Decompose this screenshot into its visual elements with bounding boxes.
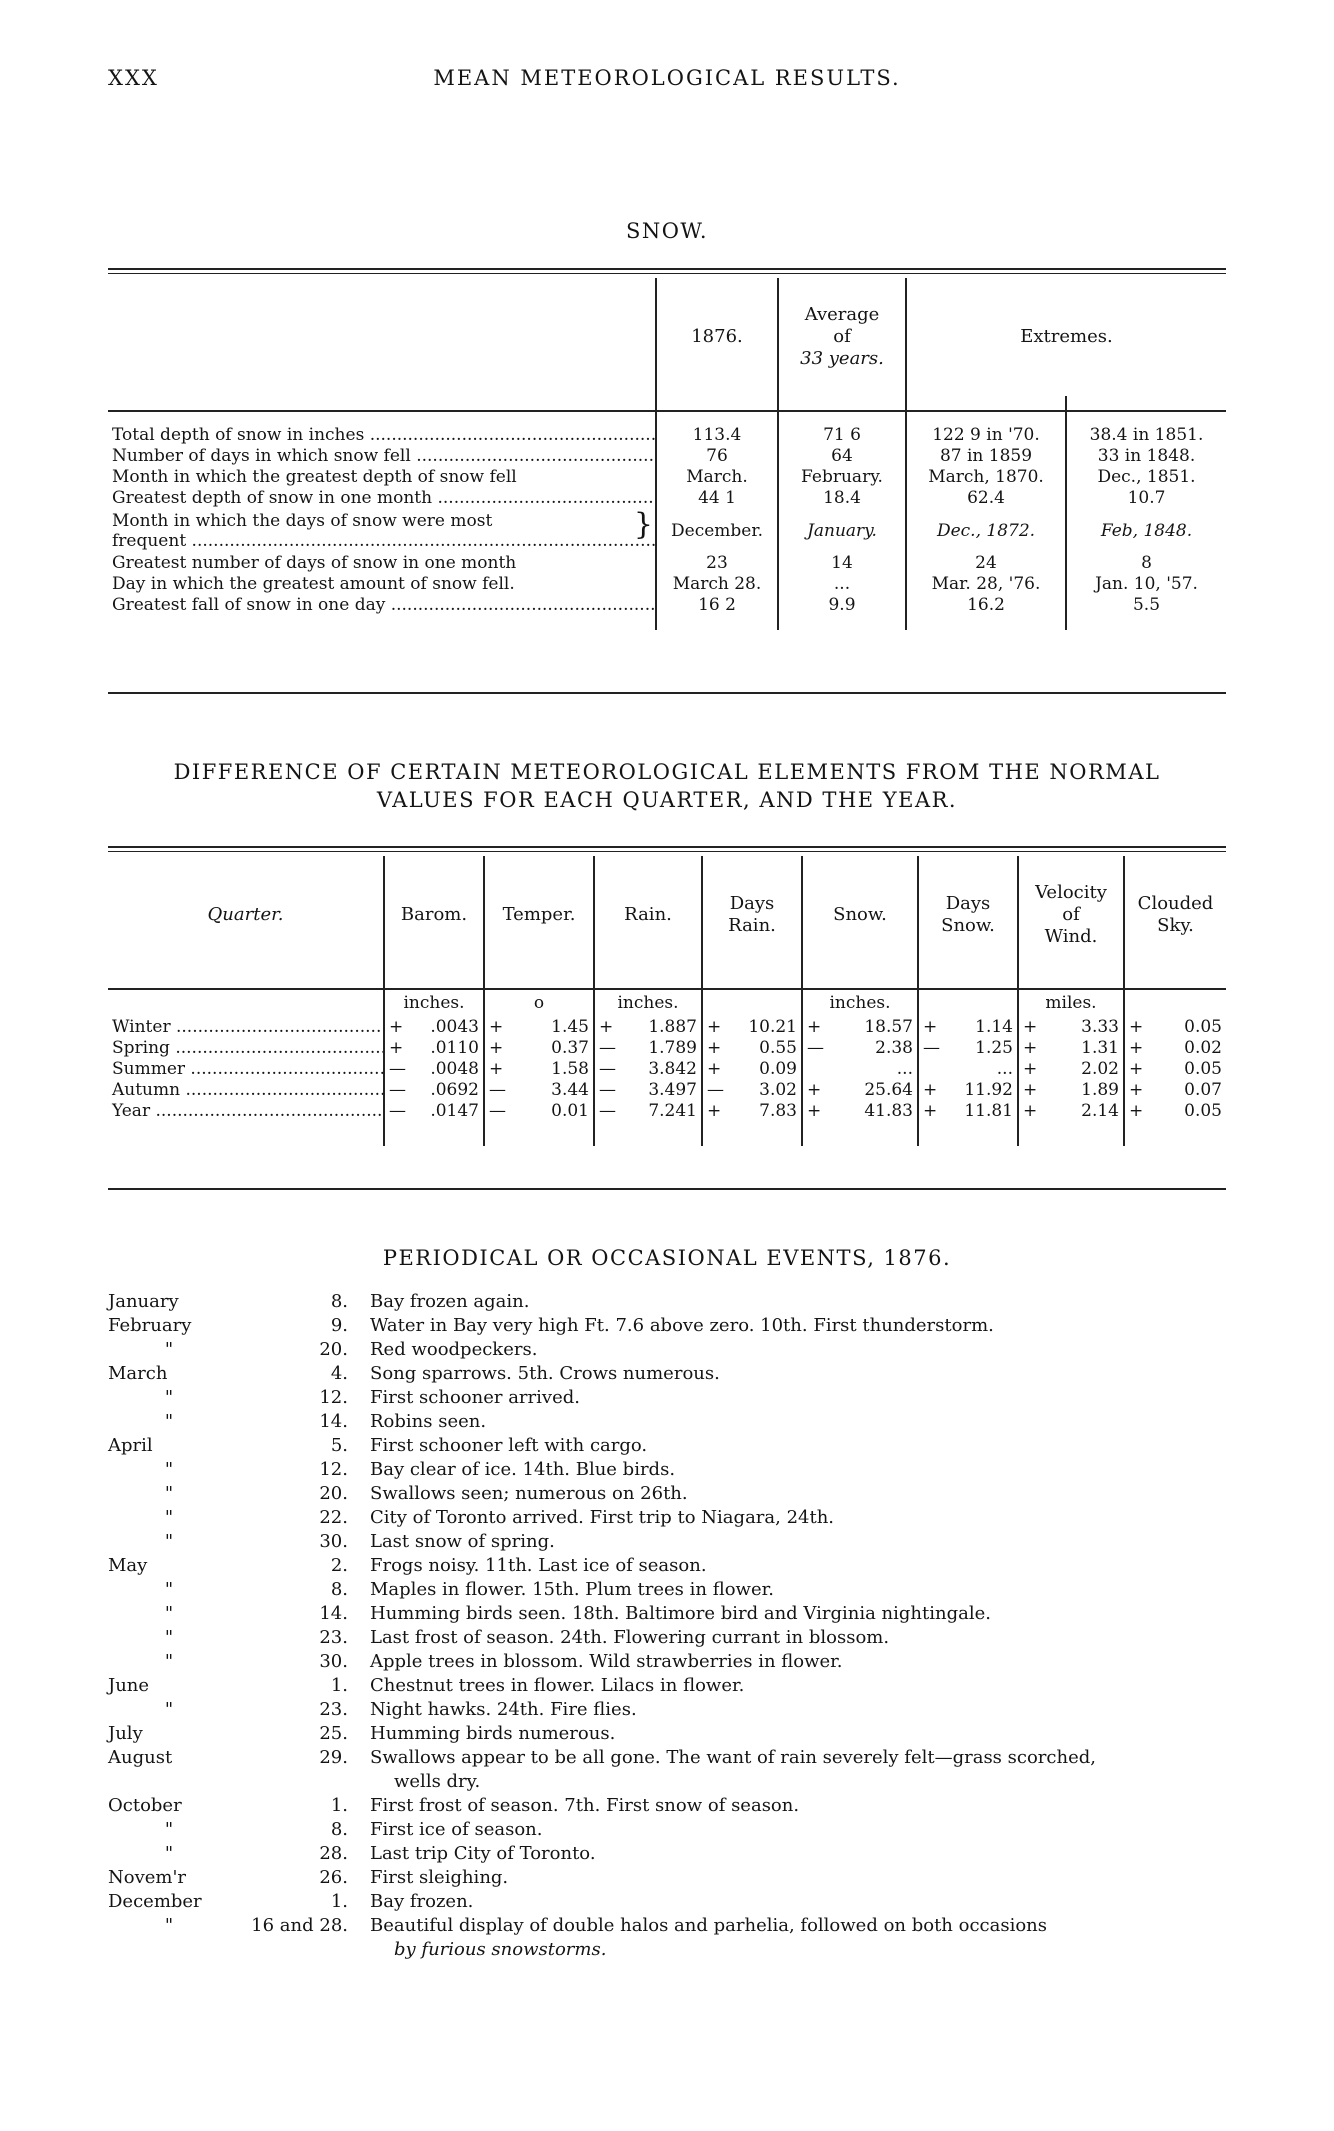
- quarter-label: Autumn: [112, 1080, 181, 1100]
- events-heading: PERIODICAL OR OCCASIONAL EVENTS, 1876.: [382, 1246, 952, 1270]
- list-item-continuation: [108, 1770, 1226, 1794]
- cell-snow: + 25.64: [802, 1080, 918, 1101]
- snow-col-average: Average of 33 years.: [778, 278, 906, 396]
- difference-bottom-rule: [108, 1188, 1226, 1190]
- event-month: ": [164, 1339, 174, 1360]
- event-month: April: [108, 1435, 153, 1456]
- event-text: Last snow of spring.: [370, 1531, 555, 1552]
- list-item: [108, 1338, 1226, 1362]
- event-text: Apple trees in blossom. Wild strawberries in flower.: [370, 1651, 843, 1672]
- event-text: First ice of season.: [370, 1819, 543, 1840]
- cell-rain: + 1.887: [594, 1017, 702, 1038]
- col-rain: Rain.: [594, 856, 702, 974]
- cell-rain: — 3.497: [594, 1080, 702, 1101]
- col-sky: Clouded Sky.: [1124, 856, 1226, 974]
- event-day: 5.: [330, 1435, 348, 1456]
- cell-days-snow: + 11.92: [918, 1080, 1018, 1101]
- units-row: inches. o inches. inches. miles.: [108, 989, 1226, 1017]
- cell-days-snow: — 1.25: [918, 1038, 1018, 1059]
- cell-days-rain: + 10.21: [702, 1017, 802, 1038]
- cell-days-rain: + 7.83: [702, 1101, 802, 1122]
- cell-temper: + 0.37: [484, 1038, 594, 1059]
- table-row: Total depth of snow in inches ..... 113.4 71 6 122 9 in '70. 38.4 in 1851.: [108, 425, 1226, 446]
- list-item: [108, 1818, 1226, 1842]
- list-item: [108, 1530, 1226, 1554]
- list-item-continuation: [108, 1938, 1226, 1962]
- event-text: Night hawks. 24th. Fire flies.: [370, 1699, 637, 1720]
- snow-table: [108, 278, 1226, 630]
- col-quarter: Quarter.: [207, 904, 284, 925]
- event-text: First sleighing.: [370, 1867, 509, 1888]
- event-month: June: [108, 1675, 150, 1696]
- list-item: [108, 1626, 1226, 1650]
- event-month: ": [164, 1651, 174, 1672]
- event-day: 23.: [319, 1627, 348, 1648]
- list-item: [108, 1794, 1226, 1818]
- difference-table: [108, 856, 1226, 1146]
- event-month: ": [164, 1915, 174, 1936]
- cell-wind: + 1.31: [1018, 1038, 1124, 1059]
- snow-header-blank: [108, 278, 656, 396]
- cell-wind: + 3.33: [1018, 1017, 1124, 1038]
- event-text: Last trip City of Toronto.: [370, 1843, 596, 1864]
- cell-wind: + 2.14: [1018, 1101, 1124, 1122]
- cell-snow: ...: [802, 1059, 918, 1080]
- snow-bottom-rule: [108, 692, 1226, 694]
- cell-sky: + 0.05: [1124, 1017, 1226, 1038]
- event-month: February: [108, 1315, 192, 1336]
- event-day: 26.: [319, 1867, 348, 1888]
- cell-sky: + 0.05: [1124, 1101, 1226, 1122]
- event-month: ": [164, 1843, 174, 1864]
- events-list: [108, 1290, 1226, 1962]
- list-item: [108, 1914, 1226, 1938]
- event-text: Humming birds numerous.: [370, 1723, 616, 1744]
- cell-barom: — .0048: [384, 1059, 484, 1080]
- event-day: 12.: [319, 1459, 348, 1480]
- list-item: [108, 1434, 1226, 1458]
- event-day: 25.: [319, 1723, 348, 1744]
- event-month: Novem'r: [108, 1867, 187, 1888]
- list-item: [108, 1698, 1226, 1722]
- event-month: December: [108, 1891, 202, 1912]
- list-item: [108, 1890, 1226, 1914]
- event-day: 14.: [319, 1411, 348, 1432]
- snow-heading: SNOW.: [625, 219, 709, 243]
- list-item: [108, 1458, 1226, 1482]
- event-text: Water in Bay very high Ft. 7.6 above zero. 10th. First thunderstorm.: [370, 1315, 994, 1336]
- event-text-continuation: wells dry.: [394, 1771, 481, 1792]
- difference-heading: DIFFERENCE OF CERTAIN METEOROLOGICAL ELEMENTS FROM THE NORMAL VALUES FOR EACH QUARTER, AND THE YEAR.: [173, 760, 1161, 812]
- event-text: Humming birds seen. 18th. Baltimore bird and Virginia nightingale.: [370, 1603, 991, 1624]
- list-item: [108, 1746, 1226, 1770]
- quarter-label: Summer: [112, 1059, 186, 1079]
- event-day: 8.: [330, 1819, 348, 1840]
- event-text: First schooner left with cargo.: [370, 1435, 648, 1456]
- event-text: Bay clear of ice. 14th. Blue birds.: [370, 1459, 676, 1480]
- difference-top-rule: [108, 846, 1226, 852]
- table-row: [108, 1017, 1226, 1038]
- event-day: 9.: [330, 1315, 348, 1336]
- event-text: First frost of season. 7th. First snow of season.: [370, 1795, 800, 1816]
- event-day: 8.: [330, 1579, 348, 1600]
- event-day: 1.: [330, 1795, 348, 1816]
- cell-rain: — 3.842: [594, 1059, 702, 1080]
- cell-sky: + 0.05: [1124, 1059, 1226, 1080]
- event-month: May: [108, 1555, 148, 1576]
- event-text: Song sparrows. 5th. Crows numerous.: [370, 1363, 720, 1384]
- list-item: [108, 1602, 1226, 1626]
- event-day: 29.: [319, 1747, 348, 1768]
- cell-sky: + 0.02: [1124, 1038, 1226, 1059]
- event-text: Maples in flower. 15th. Plum trees in flower.: [370, 1579, 774, 1600]
- cell-days-snow: + 1.14: [918, 1017, 1018, 1038]
- col-days-snow: Days Snow.: [918, 856, 1018, 974]
- event-text: City of Toronto arrived. First trip to Niagara, 24th.: [370, 1507, 835, 1528]
- event-month: July: [108, 1723, 143, 1744]
- event-text-continuation: by furious snowstorms.: [394, 1939, 607, 1960]
- event-text: Beautiful display of double halos and parhelia, followed on both occasions: [370, 1915, 1048, 1936]
- table-row: [108, 1101, 1226, 1122]
- table-row: Month in which the days of snow were most frequent ..... } December. January. Dec., 1872. Feb, 1848.: [108, 509, 1226, 553]
- list-item: [108, 1362, 1226, 1386]
- event-day: 30.: [319, 1531, 348, 1552]
- cell-barom: — .0147: [384, 1101, 484, 1122]
- quarter-label: Spring: [112, 1038, 170, 1058]
- event-month: ": [164, 1699, 174, 1720]
- event-text: Last frost of season. 24th. Flowering currant in blossom.: [370, 1627, 890, 1648]
- difference-body: [108, 1017, 1226, 1122]
- event-day: 30.: [319, 1651, 348, 1672]
- running-title: MEAN METEOROLOGICAL RESULTS.: [433, 66, 901, 90]
- cell-days-snow: + 11.81: [918, 1101, 1018, 1122]
- table-row: [108, 1059, 1226, 1080]
- event-day: 2.: [330, 1555, 348, 1576]
- running-head: [108, 66, 1226, 96]
- event-month: ": [164, 1531, 174, 1552]
- list-item: [108, 1866, 1226, 1890]
- cell-wind: + 2.02: [1018, 1059, 1124, 1080]
- col-temper: Temper.: [484, 856, 594, 974]
- cell-snow: + 41.83: [802, 1101, 918, 1122]
- cell-rain: — 1.789: [594, 1038, 702, 1059]
- cell-sky: + 0.07: [1124, 1080, 1226, 1101]
- event-day: 1.: [330, 1891, 348, 1912]
- list-item: [108, 1842, 1226, 1866]
- cell-temper: — 3.44: [484, 1080, 594, 1101]
- event-day: 20.: [319, 1483, 348, 1504]
- event-day: 12.: [319, 1387, 348, 1408]
- event-text: Swallows appear to be all gone. The want of rain severely felt—grass scorched,: [370, 1747, 1096, 1768]
- cell-barom: + .0043: [384, 1017, 484, 1038]
- page-number: XXX: [108, 66, 159, 90]
- table-row: Greatest number of days of snow in one month 23 14 24 8: [108, 553, 1226, 574]
- event-text: Red woodpeckers.: [370, 1339, 538, 1360]
- event-day: 8.: [330, 1291, 348, 1312]
- difference-header-row: [108, 856, 1226, 974]
- col-days-rain: Days Rain.: [702, 856, 802, 974]
- table-row: Month in which the greatest depth of snow fell March. February. March, 1870. Dec., 1851.: [108, 467, 1226, 488]
- snow-header-row: [108, 278, 1226, 396]
- table-row: Day in which the greatest amount of snow fell. March 28. ... Mar. 28, '76. Jan. 10, '57.: [108, 574, 1226, 595]
- event-month: ": [164, 1387, 174, 1408]
- cell-temper: + 1.45: [484, 1017, 594, 1038]
- event-day: 28.: [319, 1843, 348, 1864]
- list-item: [108, 1386, 1226, 1410]
- quarter-label: Winter: [112, 1017, 171, 1037]
- event-month: ": [164, 1411, 174, 1432]
- list-item: [108, 1506, 1226, 1530]
- list-item: [108, 1482, 1226, 1506]
- cell-wind: + 1.89: [1018, 1080, 1124, 1101]
- cell-barom: + .0110: [384, 1038, 484, 1059]
- event-day: 1.: [330, 1675, 348, 1696]
- event-text: Robins seen.: [370, 1411, 487, 1432]
- list-item: [108, 1290, 1226, 1314]
- cell-rain: — 7.241: [594, 1101, 702, 1122]
- list-item: [108, 1722, 1226, 1746]
- event-day: 20.: [319, 1339, 348, 1360]
- event-day: 14.: [319, 1603, 348, 1624]
- list-item: [108, 1410, 1226, 1434]
- list-item: [108, 1650, 1226, 1674]
- event-month: ": [164, 1603, 174, 1624]
- cell-temper: + 1.58: [484, 1059, 594, 1080]
- cell-days-rain: — 3.02: [702, 1080, 802, 1101]
- event-month: ": [164, 1819, 174, 1840]
- snow-col-1876: 1876.: [656, 278, 778, 396]
- cell-barom: — .0692: [384, 1080, 484, 1101]
- event-month: January: [108, 1291, 179, 1312]
- event-month: ": [164, 1579, 174, 1600]
- event-text: Swallows seen; numerous on 26th.: [370, 1483, 688, 1504]
- list-item: [108, 1578, 1226, 1602]
- quarter-label: Year: [112, 1101, 151, 1121]
- table-row: [108, 1038, 1226, 1059]
- snow-col-extremes: Extremes.: [906, 278, 1226, 396]
- event-text: Bay frozen.: [370, 1891, 474, 1912]
- event-month: ": [164, 1459, 174, 1480]
- table-row: [108, 1080, 1226, 1101]
- event-text: Chestnut trees in flower. Lilacs in flower.: [370, 1675, 745, 1696]
- cell-snow: + 18.57: [802, 1017, 918, 1038]
- snow-top-rule: [108, 268, 1226, 274]
- event-month: August: [108, 1747, 173, 1768]
- col-snow: Snow.: [802, 856, 918, 974]
- event-text: Frogs noisy. 11th. Last ice of season.: [370, 1555, 707, 1576]
- list-item: [108, 1314, 1226, 1338]
- event-month: March: [108, 1363, 168, 1384]
- table-row: Greatest fall of snow in one day ..... 16 2 9.9 16.2 5.5: [108, 595, 1226, 616]
- event-month: October: [108, 1795, 182, 1816]
- cell-days-rain: + 0.09: [702, 1059, 802, 1080]
- cell-days-rain: + 0.55: [702, 1038, 802, 1059]
- event-month: ": [164, 1507, 174, 1528]
- event-day: 16 and 28.: [251, 1915, 348, 1936]
- event-text: Bay frozen again.: [370, 1291, 530, 1312]
- list-item: [108, 1674, 1226, 1698]
- table-row: Greatest depth of snow in one month ..... 44 1 18.4 62.4 10.7: [108, 488, 1226, 509]
- event-day: 4.: [330, 1363, 348, 1384]
- event-text: First schooner arrived.: [370, 1387, 580, 1408]
- cell-snow: — 2.38: [802, 1038, 918, 1059]
- event-day: 22.: [319, 1507, 348, 1528]
- event-day: 23.: [319, 1699, 348, 1720]
- list-item: [108, 1554, 1226, 1578]
- table-row: Number of days in which snow fell ..... 76 64 87 in 1859 33 in 1848.: [108, 446, 1226, 467]
- col-wind: Velocity of Wind.: [1018, 856, 1124, 974]
- cell-days-snow: ...: [918, 1059, 1018, 1080]
- cell-temper: — 0.01: [484, 1101, 594, 1122]
- event-month: ": [164, 1483, 174, 1504]
- event-month: ": [164, 1627, 174, 1648]
- col-barom: Barom.: [384, 856, 484, 974]
